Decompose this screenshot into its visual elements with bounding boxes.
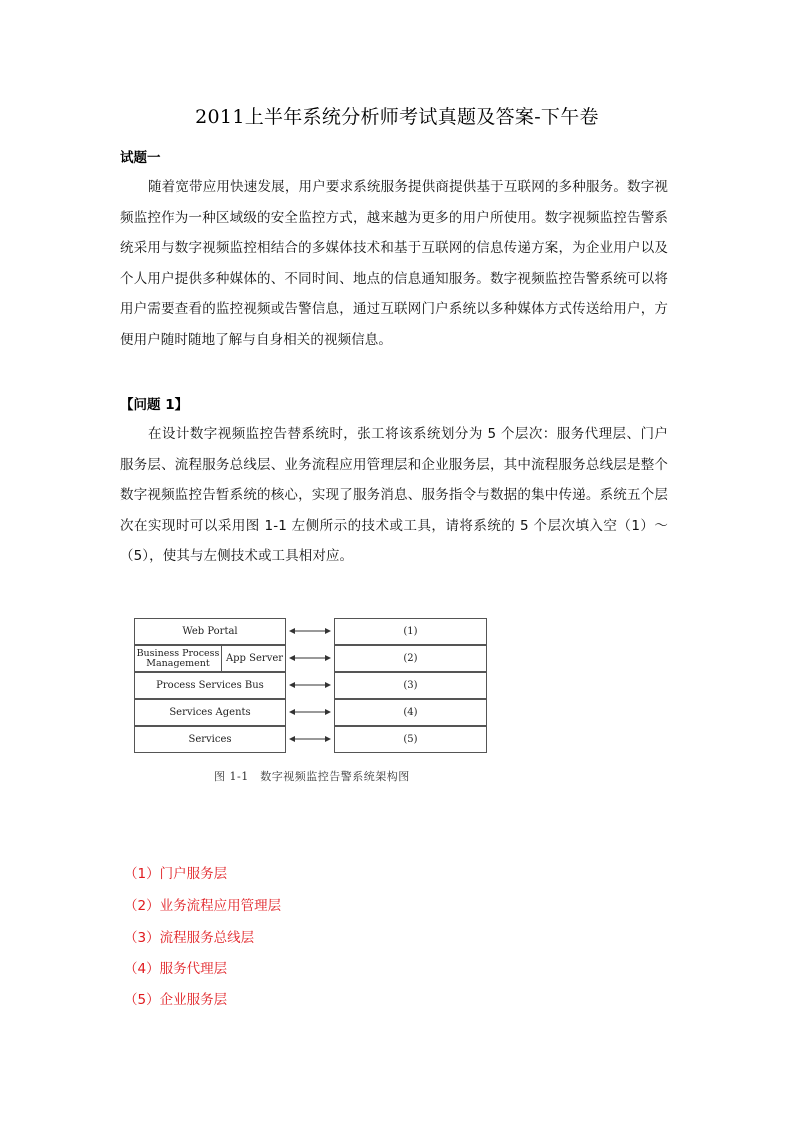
question-label: 【问题 1】: [120, 397, 189, 413]
fig-blank-5: (5): [334, 726, 487, 753]
answer-3: （3）流程服务总线层: [124, 930, 255, 946]
fig-left-process-services-bus: Process Services Bus: [134, 672, 286, 699]
fig-blank-1: (1): [334, 618, 487, 645]
answer-1: （1）门户服务层: [124, 866, 228, 882]
answer-5: （5）企业服务层: [124, 992, 228, 1008]
fig-app-server-label: App Server: [225, 653, 284, 664]
document-title: 2011上半年系统分析师考试真题及答案-下午卷: [195, 106, 599, 128]
section-heading: 试题一: [120, 150, 161, 166]
fig-left-web-portal: Web Portal: [134, 618, 286, 645]
fig-left-services: Services: [134, 726, 286, 753]
answer-4: （4）服务代理层: [124, 961, 228, 977]
fig-blank-3: (3): [334, 672, 487, 699]
figure-caption: 图 1-1 数字视频监控告警系统架构图: [214, 770, 410, 783]
intro-paragraph: 随着宽带应用快速发展，用户要求系统服务提供商提供基于互联网的多种服务。数字视频监控作为一种区域级的安全监控方式，越来越为更多的用户所使用。数字视频监控告警系统采用与数字视频监控相结合的多媒体技术和基于互联网的信息传递方案，为企业用户以及个人用户提供多种媒体的、不同时间、地点的信息通知服务。数字视频监控告警系统可以将用户需要查看的监控视频或告警信息，通过互联网门户系统以多种媒体方式传送给用户，方便用户随时随地了解与自身相关的视频信息。: [120, 179, 668, 348]
fig-blank-4: (4): [334, 699, 487, 726]
architecture-figure: [134, 616, 488, 756]
question-paragraph: 在设计数字视频监控告替系统时，张工将该系统划分为 5 个层次：服务代理层、门户服务层、流程服务总线层、业务流程应用管理层和企业服务层，其中流程服务总线层是整个数字视频监控告暂系统的核心，实现了服务消息、服务指令与数据的集中传递。系统五个层次在实现时可以采用图 1-1 左侧所示的技术或工具，请将系统的 5 个层次填入空（1）～（5），使其与左侧技术或工具相对应。: [120, 426, 668, 564]
fig-blank-2: (2): [334, 645, 487, 672]
fig-double-arrows: [286, 616, 334, 756]
answer-2: （2）业务流程应用管理层: [124, 898, 282, 914]
fig-left-bpm-row: [134, 645, 286, 672]
fig-bpm-label: Business Process Management: [136, 647, 220, 669]
fig-left-services-agents: Services Agents: [134, 699, 286, 726]
